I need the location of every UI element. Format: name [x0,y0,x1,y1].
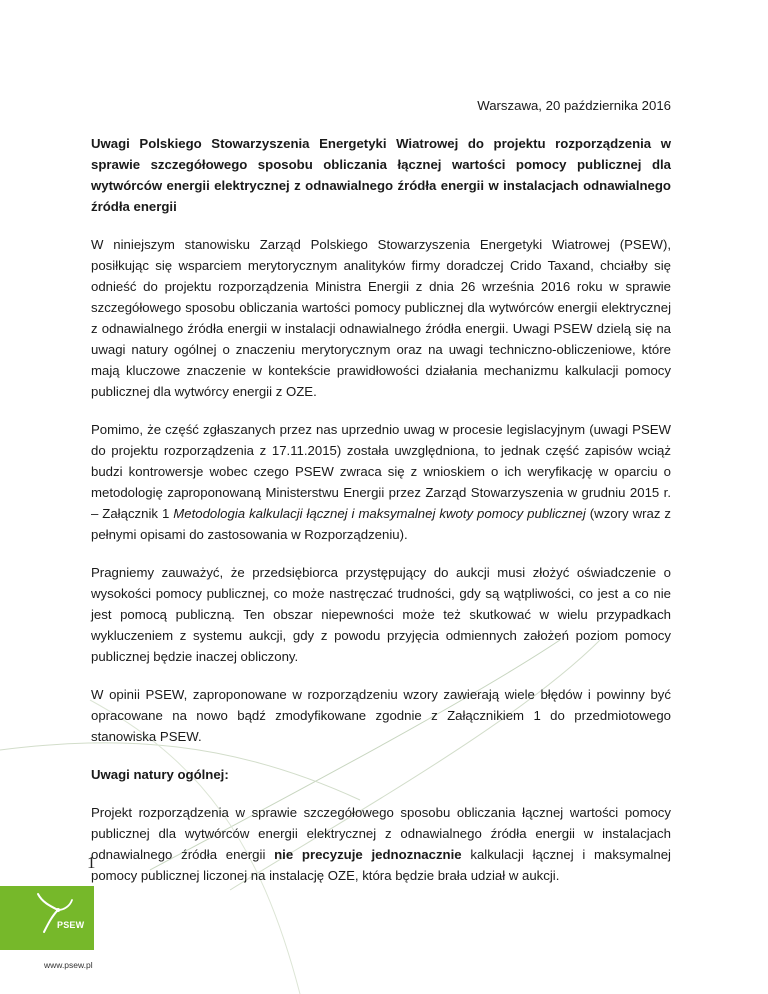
paragraph-intro: W niniejszym stanowisku Zarząd Polskiego Stowarzyszenia Energetyki Wiatrowej (PSEW), posiłkując się wsparciem merytorycznym analityków firmy doradczej Crido Taxand, chciałby się odnieść do projektu rozporządzenia Ministra Energii z dnia 26 września 2016 roku w sprawie szczegółowego sposobu obliczania wartości pomocy publicznej dla wytwórców energii elektrycznej z odnawialnego źródła energii w instalacji odnawialnego źródła energii. Uwagi PSEW dzielą się na uwagi natury ogólnej o znaczeniu merytorycznym oraz na uwagi techniczno-obliczeniowe, które mają kluczowe znaczenie w kontekście prawidłowości działania mechanizmu kalkulacji pomocy publicznej dla wytwórcy energii z OZE. [91,237,671,399]
paragraph-previous-remarks-text: Pomimo, że część zgłaszanych przez nas uprzednio uwag w procesie legislacyjnym (uwagi PSEW do projektu rozporządzenia z 17.11.2015) została uwzględniona, to jednak część zapisów wciąż budzi kontrowersje wobec czego PSEW zwraca się z wnioskiem o ich weryfikację w oparciu o metodologię zaproponowaną Ministerstwu Energii przez Zarząd Stowarzyszenia w grudniu 2015 r. – Załącznik 1 [91,422,671,521]
website-link[interactable]: www.psew.pl [44,960,93,970]
paragraph-previous-remarks [91,419,671,545]
paragraph-general-remark-tail: kalkulacji łącznej i maksymalnej pomocy publicznej liczonej na instalację OZE, która będzie brała udział w aukcji. [91,847,671,883]
paragraph-auction-statement: Pragniemy zauważyć, że przedsiębiorca przystępujący do aukcji musi złożyć oświadczenie o wysokości pomocy publicznej, co może nastręczać trudności, gdy są wątpliwości, co jest a co nie jest pomocą publiczną. Ten obszar niepewności może też skutkować w wielu przypadkach wykluczeniem z systemu aukcji, gdy z powodu przyjęcia odmiennych założeń poziom pomocy publicznej będzie inaczej obliczony. [91,565,671,664]
emphasis-not-specified: nie precyzuje jednoznacznie [274,847,462,862]
document-title: Uwagi Polskiego Stowarzyszenia Energetyki Wiatrowej do projektu rozporządzenia w sprawie szczegółowego sposobu obliczania łącznej wartości pomocy publicznej dla wytwórców energii elektrycznej z odnawialnego źródła energii w instalacjach odnawialnego źródła energii [91,136,671,214]
paragraph-general-remark [91,802,671,886]
paragraph-general-remark-text: Projekt rozporządzenia w sprawie szczegółowego sposobu obliczania łącznej wartości pomocy publicznej dla wytwórców energii elektrycznej z odnawialnego źródła energii w instalacjach odnawialnego źródła energii [91,805,671,862]
document-body [91,95,671,903]
wind-turbine-icon [0,886,94,950]
document-date: Warszawa, 20 października 2016 [477,98,671,113]
paragraph-opinion: W opinii PSEW, zaproponowane w rozporządzeniu wzory zawierają wiele błędów i powinny być opracowane na nowo bądź zmodyfikowane zgodnie z Załącznikiem 1 do przedmiotowego stanowiska PSEW. [91,687,671,744]
paragraph-previous-remarks-tail: (wzory wraz z pełnymi opisami do zastosowania w Rozporządzeniu). [91,506,671,542]
page-number: 1 [87,853,96,872]
psew-logo [0,886,94,950]
section-heading-general-remarks: Uwagi natury ogólnej: [91,767,229,782]
attachment-title: Metodologia kalkulacji łącznej i maksymalnej kwoty pomocy publicznej [173,506,586,521]
logo-text: PSEW [57,920,85,930]
